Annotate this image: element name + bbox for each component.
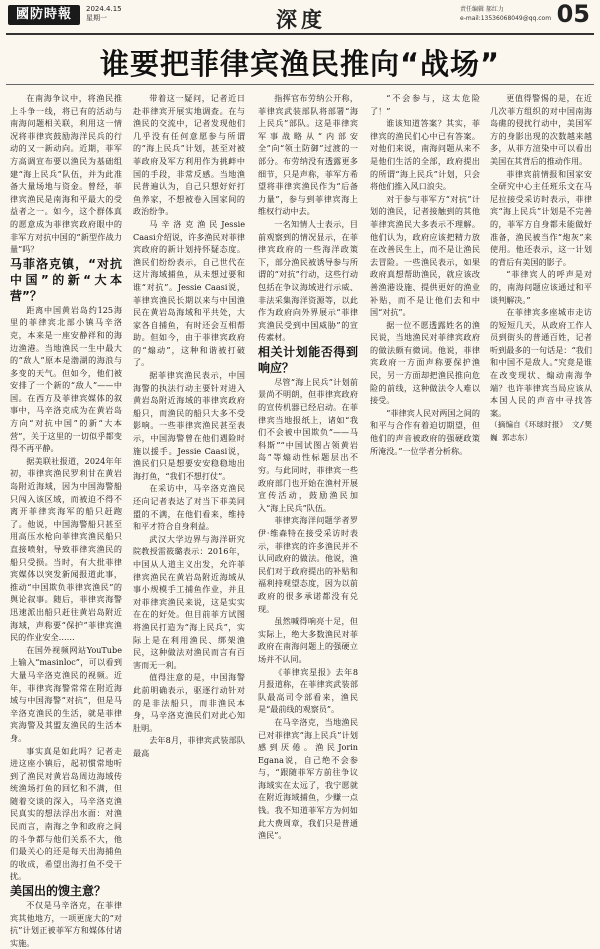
column-1 — [10, 92, 122, 948]
paragraph: “不会参与，这太危险了！” — [370, 93, 480, 116]
source-credit: （摘编自《环球时报》 文/樊巍 郭志东） — [490, 420, 592, 443]
article-headline: 谁要把菲律宾渔民推向“战场” — [99, 47, 501, 81]
paragraph: 据一位不愿透露姓名的渔民说，当地渔民对菲律宾政府的做法颇有微词。他说，菲律宾政府一方面声称要保护渔民，另一方面却把渔民推向危险的前线，这种做法令人难以接受。 — [370, 319, 480, 406]
paragraph: 不仅是马辛洛克，在菲律宾其他地方，一项更庞大的“对抗”计划正被菲军方和媒体付诸实施。 — [10, 900, 122, 948]
paragraph: 带着这一疑问，记者近日赴菲律宾开展实地调查。在与渔民的交流中，记者发现他们几乎没有任何意愿参与所谓的“海上民兵”计划，甚至对被菲政府及军方利用作为挑衅中国的手段，非常反感。当地渔民普遍认为，自己只想好好打鱼养家，不想被卷入国家间的政治纷争。 — [133, 93, 245, 217]
section-title: 深度 — [276, 7, 326, 32]
paragraph: 更值得警惕的是，在近几次菲方组织的对中国南海岛礁的侵扰行动中，美国军方的身影出现的次数越来越多，从菲方渲染中可以看出美国在其背后的推动作用。 — [490, 93, 592, 166]
masthead-divider — [6, 33, 594, 35]
column-2 — [133, 92, 245, 832]
editor-name: 责任编辑 郝红力 — [460, 6, 504, 13]
paragraph: 在国外视频网站YouTube上输入“masinloc”，可以看到大量马辛洛克渔民的视频。近年，菲律宾海警常常在附近海域与中国海警“对抗”，但是马辛洛克渔民的生活，就是菲律宾海警及其盟友渔民的生活本身。 — [10, 644, 122, 743]
paragraph: 在马辛洛克，当地渔民已对菲律宾“海上民兵”计划感到厌倦。渔民Jorin Egana说，自己绝不会参与，“跟随菲军方前往争议海域实在太远了，我宁愿就在附近海域捕鱼，少赚一点钱。我不知道菲军方为何如此大费周章，我们只是普通渔民”。 — [258, 716, 358, 841]
masthead — [0, 0, 600, 36]
paragraph: 武汉大学边界与海洋研究院教授雷筱璐表示：2016年，中国从人道主义出发，允许菲律宾渔民在黄岩岛附近海域从事小规模手工捕鱼作业，并且对菲律宾渔民来说，这是实实在在的好处。但目前菲方试图将渔民打造为“海上民兵”，实际上是在利用渔民、绑架渔民，这种做法对渔民而言有百害而无一利。 — [133, 533, 245, 670]
column-5 — [490, 92, 592, 832]
newspaper-logo: 國防時報 — [8, 5, 80, 25]
editor-email: e-mail:13536068049@qq.com — [460, 15, 552, 22]
paragraph: 指挥官布劳纳公开称，菲律宾武装部队将部署“海上民兵”部队。这是菲律宾军事战略从“内部安全”向“领土防御”过渡的一部分。布劳纳没有透露更多细节，只是声称，菲军方希望将菲律宾渔民作为“后备力量”，参与到菲律宾海上维权行动中去。 — [258, 93, 358, 217]
paragraph: 事实真是如此吗？记者走进这座小镇后，起初惯常地听到了渔民对黄岩岛周边海域传统渔场打鱼的回忆和不满，但随着交谈的深入，马辛洛克渔民真实的想法浮出水面：对渔民而言，南海之争和政府之间的斗争都与他们关系不大，他们最关心的还是每天出海捕鱼的收成，希望出海打鱼不受干扰。 — [10, 745, 122, 882]
paragraph: 虽然喊得响亮十足，但实际上，绝大多数渔民对菲政府在南海问题上的强硬立场并不认同。 — [258, 616, 358, 664]
column-3 — [258, 92, 358, 841]
paragraph: 菲律宾前情报和国家安全研究中心主任班乐文在马尼拉接受采访时表示，菲律宾“海上民兵”计划是不完善的，菲军方自身都未能做好准备，渔民被当作“炮灰”来使用。他还表示，这一计划的背后有美国的影子。 — [490, 168, 592, 267]
weekday-text: 星期一 — [86, 14, 107, 22]
headline-divider — [6, 84, 594, 85]
paragraph: 去年8月，菲律宾武装部队最高 — [133, 735, 245, 758]
paragraph: 据美联社报道，2024年年初，菲律宾渔民罗利甘在黄岩岛附近海域，因为中国海警船只闯入该区域，而被迫不得不离开菲律宾海军的船只赶跑了。他说，中国海警船只甚至用高压水枪向菲律宾渔民船只直接喷射，导致菲律宾渔民的船只受损。当时，有大批菲律宾媒体以突发新闻报道此事，推动“中国欺负菲律宾渔民”的舆论叙事。随后，菲律宾海警迅速派出船只赶往黄岩岛附近海域，声称要“保护”菲律宾渔民的作业安全…… — [10, 455, 122, 643]
paragraph: “菲律宾人的呼声是对的，南海问题应该通过和平谈判解决。” — [490, 269, 592, 305]
paragraph: 在采访中，马辛洛克渔民还向记者表达了对当下菲美同盟的不满，在他们看来，维持和平才符合自身利益。 — [133, 483, 245, 532]
date-text: 2024.4.15 — [86, 5, 122, 13]
paragraph: “菲律宾人民对两国之间的和平与合作有着迫切期望，但他们的声音被政府的强硬政策所淹没。”一位学者分析称。 — [370, 407, 480, 456]
lead-paragraph: 在南海争议中，将渔民推上斗争一线，将已有的活动与南海问题相关联，利用这一情况将菲律宾鼓励海洋民兵的行动的又一新动向。近期，菲军方高调宣布要以渔民为基础组建“海上民兵”队伍，并为此准备大量场地与资金。曾经，菲律宾渔民是南海和平最大的受益者之一。如今，这个群体真的愿意成为菲律宾政府眼中的非军方对抗中国的“新型作战力量”吗？ — [10, 93, 122, 255]
paragraph: 谁该知道答案？其实，菲律宾的渔民们心中已有答案。对他们来说，南海问题从来不是他们生活的全部，政府提出的所谓“海上民兵”计划，只会将他们推入风口浪尖。 — [370, 118, 480, 192]
paragraph: 值得注意的是，中国海警此前明确表示，驱逐行动针对的是非法船只，而非渔民本身，马辛洛克渔民们对此心知肚明。 — [133, 672, 245, 733]
paragraph: 在菲律宾多座城市走访的短短几天，从政府工作人员到街头的普通百姓，记者听到最多的一句话是：“我们和中国不是敌人。”究竟是谁在改变现状、煽动南海争端？也许菲律宾当局应该从本国人民的声音中寻找答案。 — [490, 307, 592, 418]
editor-info — [460, 5, 551, 23]
paragraph: 据菲律宾渔民表示，中国海警的执法行动主要针对进入黄岩岛附近海域的菲律宾政府船只，而渔民的船只大多不受影响。一些菲律宾渔民甚至表示，中国海警曾在他们遇险时施以援手。Jessie Caasi说，渔民们只是想要安安稳稳地出海打鱼，“我们不想打仗”。 — [133, 370, 245, 481]
paragraph: 尽管“海上民兵”计划前景尚不明朗，但菲律宾政府的宣传机器已经启动。在菲律宾当地报纸上，诸如“我们不会被中国欺负”——马科斯”“中国试图占领黄岩岛”等煽动性标题层出不穷。与此同时，菲律宾一些政府部门也开始在渔村开展宣传活动，鼓励渔民加入“海上民兵”队伍。 — [258, 376, 358, 513]
subheading-masinloc: 马菲洛克镇，“对抗中国”的新“大本营”？ — [10, 256, 122, 303]
page-number: 05 — [556, 0, 590, 28]
subheading-us-idea: 美国出的馊主意？ — [10, 884, 107, 899]
paragraph: 距离中国黄岩岛约125海里的菲律宾北部小镇马辛洛克，本来是一座安静祥和的海边渔港。当地渔民一生中最大的“敌人”原本是渤湖的海浪与多变的天气。但如今，他们被安排了一个新的“敌人”——中国。在西方及菲律宾媒体的叙事中，马辛洛克成为在黄岩岛方向“对抗中国”的新“大本营”，关于这里的一切似乎都变得不再平静。 — [10, 304, 122, 454]
subheading-response: 相关计划能否得到响应？ — [258, 344, 358, 375]
issue-date — [86, 5, 122, 23]
column-4 — [370, 92, 480, 832]
paragraph: 《菲律宾星报》去年8月报道称，在菲律宾武装部队最高司令部看来，渔民是“最前线的观察员”。 — [258, 666, 358, 715]
paragraph: 菲律宾海洋问题学者罗伊·维森特在接受采访时表示，菲律宾的许多渔民并不认同政府的做法。他说，渔民们对于政府提出的补贴和福利持观望态度，因为以前政府的很多承诺都没有兑现。 — [258, 515, 358, 614]
paragraph: 对于参与菲军方“对抗”计划的渔民，记者接触到的其他菲律宾渔民大多表示不理解。他们认为，政府应该把精力放在改善民生上，而不是让渔民去冒险。一些渔民表示，如果政府真想帮助渔民，就应该改善渔港设施、提供更好的渔业补贴，而不是让他们去和中国“对抗”。 — [370, 193, 480, 318]
paragraph: 一名知情人士表示，目前观察到的情况显示，在菲律宾政府的一些海洋政策下，部分渔民被诱导参与所谓的“对抗”行动，这些行动包括在争议海域进行示威、非法采集海洋资源等，以此作为政府向外界展示“菲律宾渔民受到中国威胁”的宣传素材。 — [258, 218, 358, 343]
paragraph: 马辛洛克渔民Jessie Caasi介绍说，许多渔民对菲律宾政府的新计划持怀疑态度。渔民们纷纷表示，自己世代在这片海域捕鱼，从未想过要和谁“对抗”。Jessie Caasi说，菲律宾渔民长期以来与中国渔民在黄岩岛海域和平共处，大家各自捕鱼，有时还会互相帮助。但如今，由于菲律宾政府的“煽动”，这种和谐被打破了。 — [133, 218, 245, 368]
